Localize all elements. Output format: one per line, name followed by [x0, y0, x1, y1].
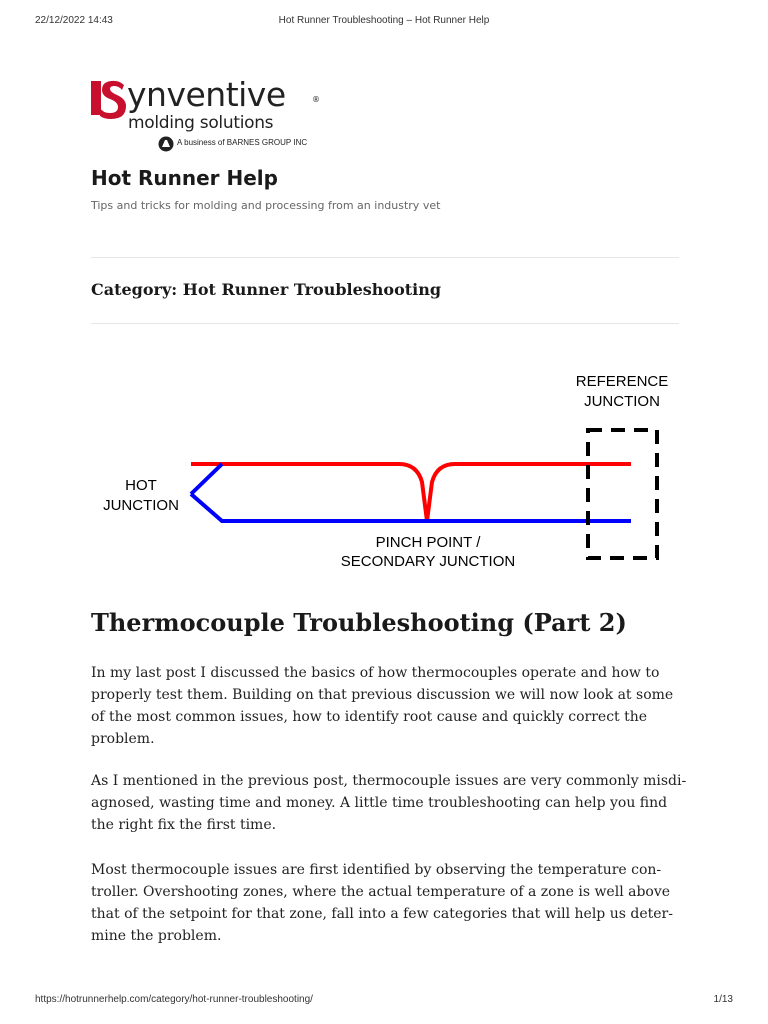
- thermocouple-diagram: [91, 360, 679, 580]
- post-paragraph-2: [91, 770, 687, 836]
- logo-registered-mark: ®: [312, 95, 320, 104]
- hot-junction-point: [191, 464, 222, 494]
- print-footer: [0, 994, 768, 1010]
- hot-label-line1: HOT: [125, 477, 157, 494]
- paragraph-line: mine the problem.: [91, 928, 222, 944]
- post-title-link[interactable]: Thermocouple Troubleshooting (Part 2): [91, 608, 627, 637]
- print-page-title: Hot Runner Troubleshooting – Hot Runner Help: [278, 15, 490, 26]
- print-page-number: 1/13: [713, 994, 733, 1005]
- paragraph-line: Most thermocouple issues are first identified by observing the temperature con-: [91, 862, 662, 878]
- site-description: Tips and tricks for molding and processing from an industry vet: [91, 199, 441, 212]
- hot-label-line2: JUNCTION: [103, 497, 179, 514]
- barnes-group-icon: [158, 136, 174, 152]
- paragraph-line: of the most common issues, how to identify root cause and quickly correct the: [91, 709, 648, 725]
- synventive-s-mark-icon: [91, 79, 127, 119]
- paragraph-line: In my last post I discussed the basics of how thermocouples operate and how to: [91, 665, 660, 681]
- logo-parent-text: A business of BARNES GROUP INC: [177, 138, 308, 147]
- blue-thermocouple-wire: [191, 494, 631, 521]
- post-paragraph-3: [91, 859, 681, 947]
- paragraph-line: As I mentioned in the previous post, thermocouple issues are very commonly misdi-: [91, 773, 687, 789]
- print-datetime: 22/12/2022 14:43: [35, 15, 113, 26]
- paragraph-line: problem.: [91, 731, 155, 747]
- pinch-label-line2: SECONDARY JUNCTION: [340, 553, 516, 570]
- post-paragraph-1: [91, 662, 681, 750]
- logo-wordmark: ynventive: [127, 75, 286, 114]
- print-header: [0, 15, 768, 31]
- logo-tagline: molding solutions: [128, 113, 274, 133]
- red-thermocouple-wire: [191, 464, 631, 521]
- paragraph-line: troller. Overshooting zones, where the actual temperature of a zone is well above: [91, 884, 671, 900]
- reference-junction-box: [588, 430, 657, 558]
- reference-label-line2: JUNCTION: [584, 393, 660, 410]
- category-heading: Category: Hot Runner Troubleshooting: [91, 280, 442, 299]
- paragraph-line: that of the setpoint for that zone, fall into a few categories that will help us deter-: [91, 906, 673, 922]
- print-url: https://hotrunnerhelp.com/category/hot-runner-troubleshooting/: [35, 994, 313, 1005]
- paragraph-line: agnosed, wasting time and money. A little time troubleshooting can help you find: [91, 795, 668, 811]
- header-divider: [91, 257, 679, 258]
- synventive-logo[interactable]: [91, 75, 323, 155]
- site-title-link[interactable]: Hot Runner Help: [91, 166, 278, 190]
- paragraph-line: the right fix the first time.: [91, 817, 277, 833]
- reference-label-line1: REFERENCE: [575, 373, 669, 390]
- pinch-label-line1: PINCH POINT /: [375, 534, 481, 551]
- category-divider: [91, 323, 679, 324]
- paragraph-line: properly test them. Building on that previous discussion we will now look at some: [91, 687, 674, 703]
